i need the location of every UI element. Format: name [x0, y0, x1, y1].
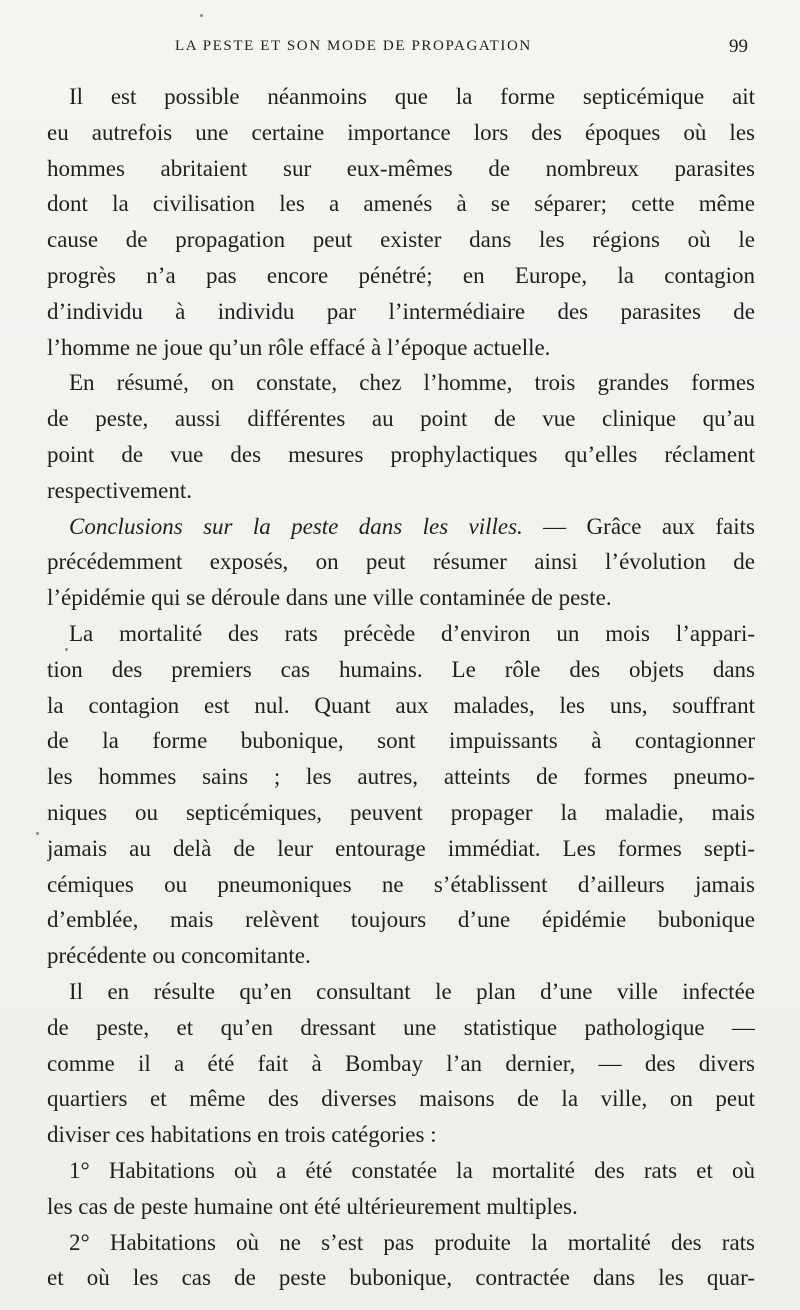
text-line: 1° Habitations où a été constatée la mortalité des rats et où: [69, 1157, 755, 1183]
text-line: diviser ces habitations en trois catégories :: [47, 1122, 437, 1148]
text-line: précédemment exposés, on peut résumer ainsi l’évolution de: [47, 549, 755, 575]
running-title: LA PESTE ET SON MODE DE PROPAGATION: [175, 38, 532, 54]
text-line: dont la civilisation les a amenés à se séparer; cette même: [47, 191, 755, 217]
text-line: Il en résulte qu’en consultant le plan d’une ville infectée: [69, 978, 755, 1004]
text-line: En résumé, on constate, chez l’homme, trois grandes formes: [69, 370, 755, 396]
text-line: hommes abritaient sur eux-mêmes de nombreux parasites: [47, 155, 755, 181]
text-line: comme il a été fait à Bombay l’an dernier, — des divers: [47, 1050, 755, 1076]
running-head: [0, 38, 800, 62]
text-line: les cas de peste humaine ont été ultérieurement multiples.: [47, 1193, 578, 1219]
section-heading-italic: Conclusions sur la peste dans les villes.: [69, 513, 523, 539]
text-line: et où les cas de peste bubonique, contractée dans les quar-: [47, 1265, 755, 1291]
text-line: point de vue des mesures prophylactiques qu’elles réclament: [47, 441, 755, 467]
text-line: [47, 509, 755, 545]
print-speck: [36, 832, 39, 835]
page-number: 99: [729, 36, 748, 57]
text-line: eu autrefois une certaine importance lors des époques où les: [47, 119, 755, 145]
text-line: l’homme ne joue qu’un rôle effacé à l’époque actuelle.: [47, 334, 551, 360]
text-line: respectivement.: [47, 477, 192, 503]
text-line: quartiers et même des diverses maisons de la ville, on peut: [47, 1086, 755, 1112]
text-line: de la forme bubonique, sont impuissants à contagionner: [47, 728, 755, 754]
body-text: [47, 79, 755, 1296]
text-line: niques ou septicémiques, peuvent propager la maladie, mais: [47, 799, 755, 825]
print-speck: [200, 14, 203, 17]
text-line: Il est possible néanmoins que la forme septicémique ait: [69, 84, 755, 109]
text-line: cause de propagation peut exister dans les régions où le: [47, 227, 755, 253]
text-line: de peste, aussi différentes au point de vue clinique qu’au: [47, 406, 755, 432]
print-speck: [65, 648, 68, 651]
text-line-rest: — Grâce aux faits: [522, 513, 755, 539]
text-line: jamais au delà de leur entourage immédiat. Les formes septi-: [47, 835, 755, 861]
text-line: de peste, et qu’en dressant une statistique pathologique —: [47, 1014, 755, 1040]
text-line: d’individu à individu par l’intermédiaire des parasites de: [47, 298, 755, 324]
text-line: les hommes sains ; les autres, atteints de formes pneumo-: [47, 764, 755, 790]
text-line: La mortalité des rats précède d’environ un mois l’appari-: [69, 620, 755, 646]
text-line: précédente ou concomitante.: [47, 943, 311, 969]
text-line: cémiques ou pneumoniques ne s’établissent d’ailleurs jamais: [47, 871, 755, 897]
text-line: la contagion est nul. Quant aux malades, les uns, souffrant: [47, 692, 755, 718]
text-line: tion des premiers cas humains. Le rôle des objets dans: [47, 656, 755, 682]
text-line: l’épidémie qui se déroule dans une ville contaminée de peste.: [47, 585, 612, 611]
text-line: 2° Habitations où ne s’est pas produite la mortalité des rats: [69, 1229, 755, 1255]
text-line: progrès n’a pas encore pénétré; en Europe, la contagion: [47, 262, 755, 288]
text-line: d’emblée, mais relèvent toujours d’une épidémie bubonique: [47, 907, 755, 933]
